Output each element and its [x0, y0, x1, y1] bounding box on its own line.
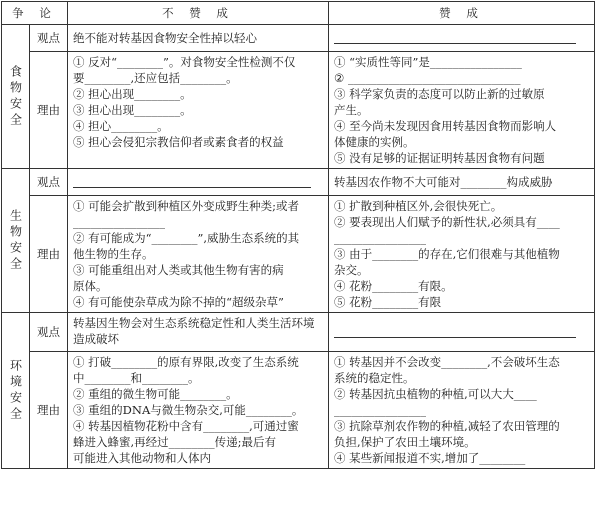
food-against-reason-line: ④ 担心________。: [73, 119, 169, 133]
bio-reason-label: 理由: [30, 196, 68, 313]
bio-for-reason-line: ③ 由于________的存在,它们很难与其他植物: [334, 247, 560, 261]
env-observation-label: 观点: [30, 313, 68, 352]
food-for-observation: [329, 25, 595, 52]
food-reason-label: 理由: [30, 52, 68, 169]
food-against-reason-line: ② 担心出现________。: [73, 87, 192, 101]
bio-against-reason-line: ④ 有可能使杂草成为除不掉的“超级杂草”: [73, 295, 284, 309]
bio-for-observation-text: 转基因农作物不大可能对________构成威胁: [334, 175, 553, 189]
food-for-reason-line: ② ______________________________: [334, 71, 521, 85]
food-against-observation-text: 绝不能对转基因食物安全性掉以轻心: [73, 31, 257, 45]
header-against: 不 赞 成: [68, 2, 329, 25]
bio-category: 生物安全: [2, 169, 30, 313]
env-against-reason-line: ③ 重组的DNA与微生物杂交,可能________。: [73, 403, 304, 417]
bio-against-reasons: [68, 196, 329, 313]
env-reason-row: [2, 352, 595, 469]
food-reason-row: [2, 52, 595, 169]
bio-for-reason-line: ④ 花粉________有限。: [334, 279, 453, 293]
header-topic: 争 论: [2, 2, 68, 25]
food-for-reason-line: ④ 至今尚未发现因食用转基因食物而影响人: [334, 119, 557, 133]
env-for-reason-line: ③ 抗除草剂农作物的种植,减轻了农田管理的: [334, 419, 560, 433]
env-against-reason-line: 中________和________。: [73, 371, 200, 385]
bio-for-reason-line: ① 扩散到种植区外,会很快死亡。: [334, 199, 503, 213]
env-against-reason-line: 可能进入其他动物和人体内: [73, 451, 211, 465]
env-against-observation: [68, 313, 329, 352]
env-for-reason-line: ________________: [334, 403, 426, 417]
env-for-reason-line: 负担,保护了农田土壤环境。: [334, 435, 476, 449]
env-against-reason-line: ④ 转基因植物花粉中含有________,可通过蜜: [73, 419, 299, 433]
food-against-observation: [68, 25, 329, 52]
food-for-observation-blank: [334, 43, 576, 44]
food-observation-row: [2, 25, 595, 52]
food-for-reason-line: 体健康的实例。: [334, 135, 415, 149]
bio-for-reason-line: ________________: [334, 231, 426, 245]
header-for: 赞 成: [329, 2, 595, 25]
bio-against-reason-line: ① 可能会扩散到种植区外变成野生种类;或者: [73, 199, 300, 213]
food-against-reasons: [68, 52, 329, 169]
bio-reason-row: [2, 196, 595, 313]
header-row: [2, 2, 595, 25]
bio-against-reason-line: 原体。: [73, 279, 108, 293]
food-for-reason-line: ⑤ 没有足够的证据证明转基因食物有问题: [334, 151, 545, 165]
debate-table: [1, 1, 595, 469]
bio-for-reasons: [329, 196, 595, 313]
env-for-reason-line: ④ 某些新闻报道不实,增加了________: [334, 451, 526, 465]
bio-for-reason-line: ② 要表现出人们赋予的新性状,必须具有____: [334, 215, 560, 229]
food-for-reason-line: ③ 科学家负责的态度可以防止新的过敏原: [334, 87, 545, 101]
bio-for-reason-line: 杂交。: [334, 263, 369, 277]
env-for-reason-line: 系统的稳定性。: [334, 371, 415, 385]
bio-against-reason-line: 他生物的生存。: [73, 247, 154, 261]
env-against-reasons: [68, 352, 329, 469]
env-for-reasons: [329, 352, 595, 469]
bio-against-observation: [68, 169, 329, 196]
env-reason-label: 理由: [30, 352, 68, 469]
env-for-observation: [329, 313, 595, 352]
env-category: 环境安全: [2, 313, 30, 469]
bio-for-observation: [329, 169, 595, 196]
bio-observation-label: 观点: [30, 169, 68, 196]
env-for-observation-blank: [334, 337, 576, 338]
env-for-reason-line: ② 转基因抗虫植物的种植,可以大大____: [334, 387, 537, 401]
env-against-observation-text: 转基因生物会对生态系统稳定性和人类生活环境造成破坏: [73, 316, 315, 346]
bio-against-reason-line: ③ 可能重组出对人类或其他生物有害的病: [73, 263, 284, 277]
env-against-reason-line: ① 打破________的原有界限,改变了生态系统: [73, 355, 299, 369]
env-against-reason-line: ② 重组的微生物可能________。: [73, 387, 238, 401]
food-against-reason-line: 要________,还应包括________。: [73, 71, 238, 85]
food-observation-label: 观点: [30, 25, 68, 52]
bio-against-reason-line: ② 有可能成为“________”,威胁生态系统的其: [73, 231, 300, 245]
env-observation-row: [2, 313, 595, 352]
food-for-reason-line: 产生。: [334, 103, 369, 117]
bio-against-observation-blank: [73, 187, 311, 188]
food-for-reasons: [329, 52, 595, 169]
food-against-reason-line: ⑤ 担心会侵犯宗教信仰者或素食者的权益: [73, 135, 284, 149]
food-against-reason-line: ③ 担心出现________。: [73, 103, 192, 117]
comparison-sheet: [1, 1, 594, 508]
bio-against-reason-line: ________________: [73, 215, 165, 229]
food-for-reason-line: ① “实质性等同”是________________: [334, 55, 522, 69]
food-against-reason-line: ① 反对“________”。对食物安全性检测不仅: [73, 55, 296, 69]
bio-for-reason-line: ⑤ 花粉________有限: [334, 295, 442, 309]
food-category: 食物安全: [2, 25, 30, 169]
env-for-reason-line: ① 转基因并不会改变________,不会破坏生态: [334, 355, 560, 369]
env-against-reason-line: 蜂进入蜂蜜,再经过________传递;最后有: [73, 435, 277, 449]
bio-observation-row: [2, 169, 595, 196]
